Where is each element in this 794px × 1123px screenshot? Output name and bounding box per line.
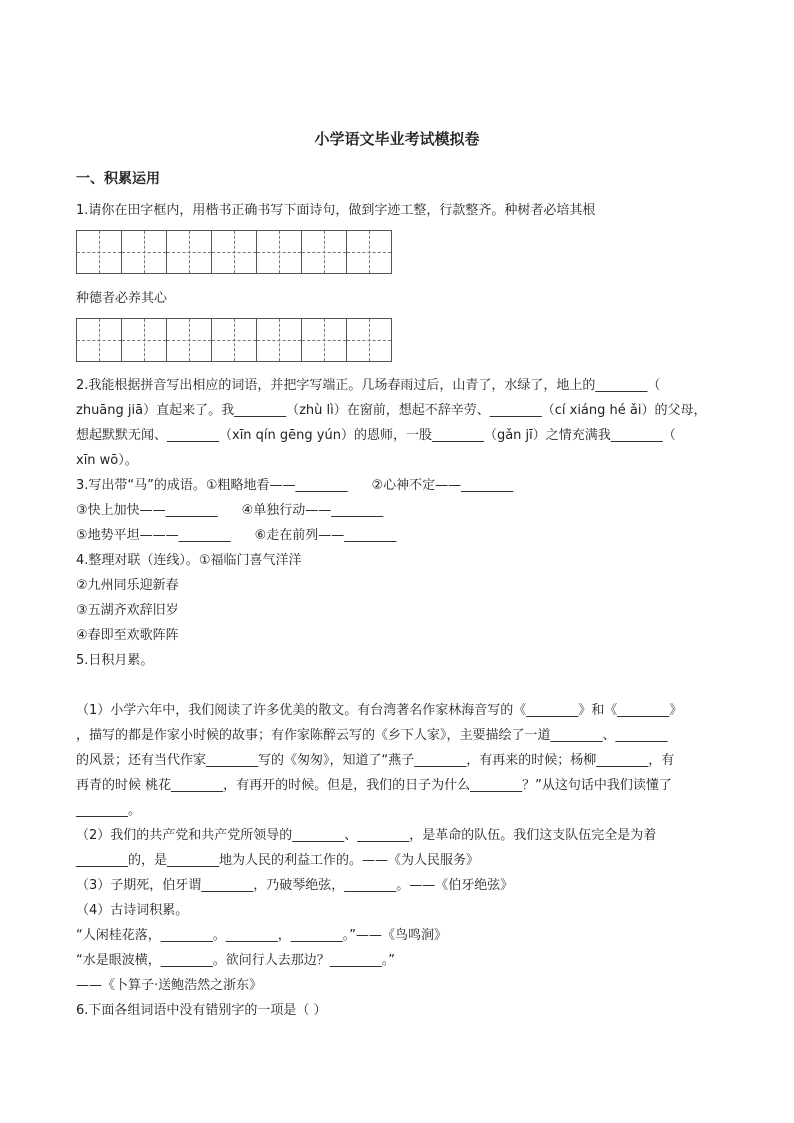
question-1-intro: 1.请你在田字框内，用楷书正确书写下面诗句，做到字迹工整，行款整齐。种树者必培其根 xyxy=(76,203,596,218)
tianzige-cell xyxy=(122,231,167,273)
tianzige-cell xyxy=(77,231,122,273)
q3-item-2: ②心神不定——________ xyxy=(371,478,514,493)
question-4-line: ②九州同乐迎新春 xyxy=(76,578,179,593)
q3-item-3: ③快上加快——________ xyxy=(76,503,218,518)
question-5-line: “人闲桂花落，________。________，________。”——《鸟鸣涧》 xyxy=(76,928,447,943)
q3-item-5: ⑤地势平坦———________ xyxy=(76,528,231,543)
question-5-heading: 5.日积月累。 xyxy=(76,653,154,668)
question-5-line: 再青的时候 桃花________，有再开的时候。但是，我们的日子为什么________？”从这句话中我们读懂了 xyxy=(76,778,672,793)
question-3-line xyxy=(76,498,722,523)
q3-item-1: 3.写出带“马”的成语。①粗略地看——________ xyxy=(76,478,348,493)
question-5-line: 的风景；还有当代作家________写的《匆匆》，知道了“燕子________，有再来的时候；杨柳________，有 xyxy=(76,753,675,768)
question-5-line: ________。 xyxy=(76,803,142,818)
question-2-line: zhuāng jiā）直起来了。我________（zhù lì）在窗前，想起不辞辛劳、________（cí xiáng hé ǎi）的父母， xyxy=(76,403,707,418)
question-5-line: ——《卜算子·送鲍浩然之浙东》 xyxy=(76,978,263,993)
tianzige-cell xyxy=(347,319,391,361)
q3-item-6: ⑥走在前列——________ xyxy=(254,528,397,543)
question-5-line: （1）小学六年中，我们阅读了许多优美的散文。有台湾著名作家林海音写的《________》和《________》 xyxy=(76,703,683,718)
tianzige-cell xyxy=(212,231,257,273)
question-4-line: ③五湖齐欢辞旧岁 xyxy=(76,603,179,618)
question-2-line: 2.我能根据拼音写出相应的词语，并把字写端正。几场春雨过后，山青了，水绿了，地上的________（ xyxy=(76,378,661,393)
tianzige-cell xyxy=(302,231,347,273)
question-1-line2: 种德者必养其心 xyxy=(76,291,168,306)
question-5-line: ________的，是________地为人民的利益工作的。——《为人民服务》 xyxy=(76,853,480,868)
tianzige-cell xyxy=(212,319,257,361)
tianzige-cell xyxy=(257,319,302,361)
question-6: 6.下面各组词语中没有错别字的一项是（ ） xyxy=(76,1003,327,1018)
question-5-line: （4）古诗词积累。 xyxy=(76,903,189,918)
tianzige-cell xyxy=(122,319,167,361)
question-4-line: ④春即至欢歌阵阵 xyxy=(76,628,179,643)
question-3-line xyxy=(76,473,722,498)
tianzige-grid-1[interactable] xyxy=(76,230,392,274)
tianzige-cell xyxy=(167,319,212,361)
q3-item-4: ④单独行动——________ xyxy=(241,503,384,518)
tianzige-cell xyxy=(302,319,347,361)
question-2-line: xīn wō）。 xyxy=(76,453,138,468)
question-2-line: 想起默默无闻、________（xīn qín gēng yún）的恩师，一股________（gǎn jī）之情充满我________（ xyxy=(76,428,676,443)
tianzige-cell xyxy=(77,319,122,361)
tianzige-cell xyxy=(257,231,302,273)
question-5-line: （3）子期死，伯牙谓________，乃破琴绝弦，________。——《伯牙绝弦》 xyxy=(76,878,514,893)
question-4-line: 4.整理对联（连线）。①福临门喜气洋洋 xyxy=(76,553,302,568)
tianzige-grid-2[interactable] xyxy=(76,318,392,362)
page-title: 小学语文毕业考试模拟卷 xyxy=(314,130,480,148)
tianzige-cell xyxy=(167,231,212,273)
question-3-line xyxy=(76,523,722,548)
tianzige-cell xyxy=(347,231,391,273)
question-5-line: （2）我们的共产党和共产党所领导的________、________，是革命的队伍。我们这支队伍完全是为着 xyxy=(76,828,657,843)
section-heading: 一、积累运用 xyxy=(76,171,160,187)
question-5-line: ，描写的都是作家小时候的故事；有作家陈醉云写的《乡下人家》，主要描绘了一道________、________ xyxy=(76,728,668,743)
question-5-line: “水是眼波横，________。欲问行人去那边？________。” xyxy=(76,953,395,968)
